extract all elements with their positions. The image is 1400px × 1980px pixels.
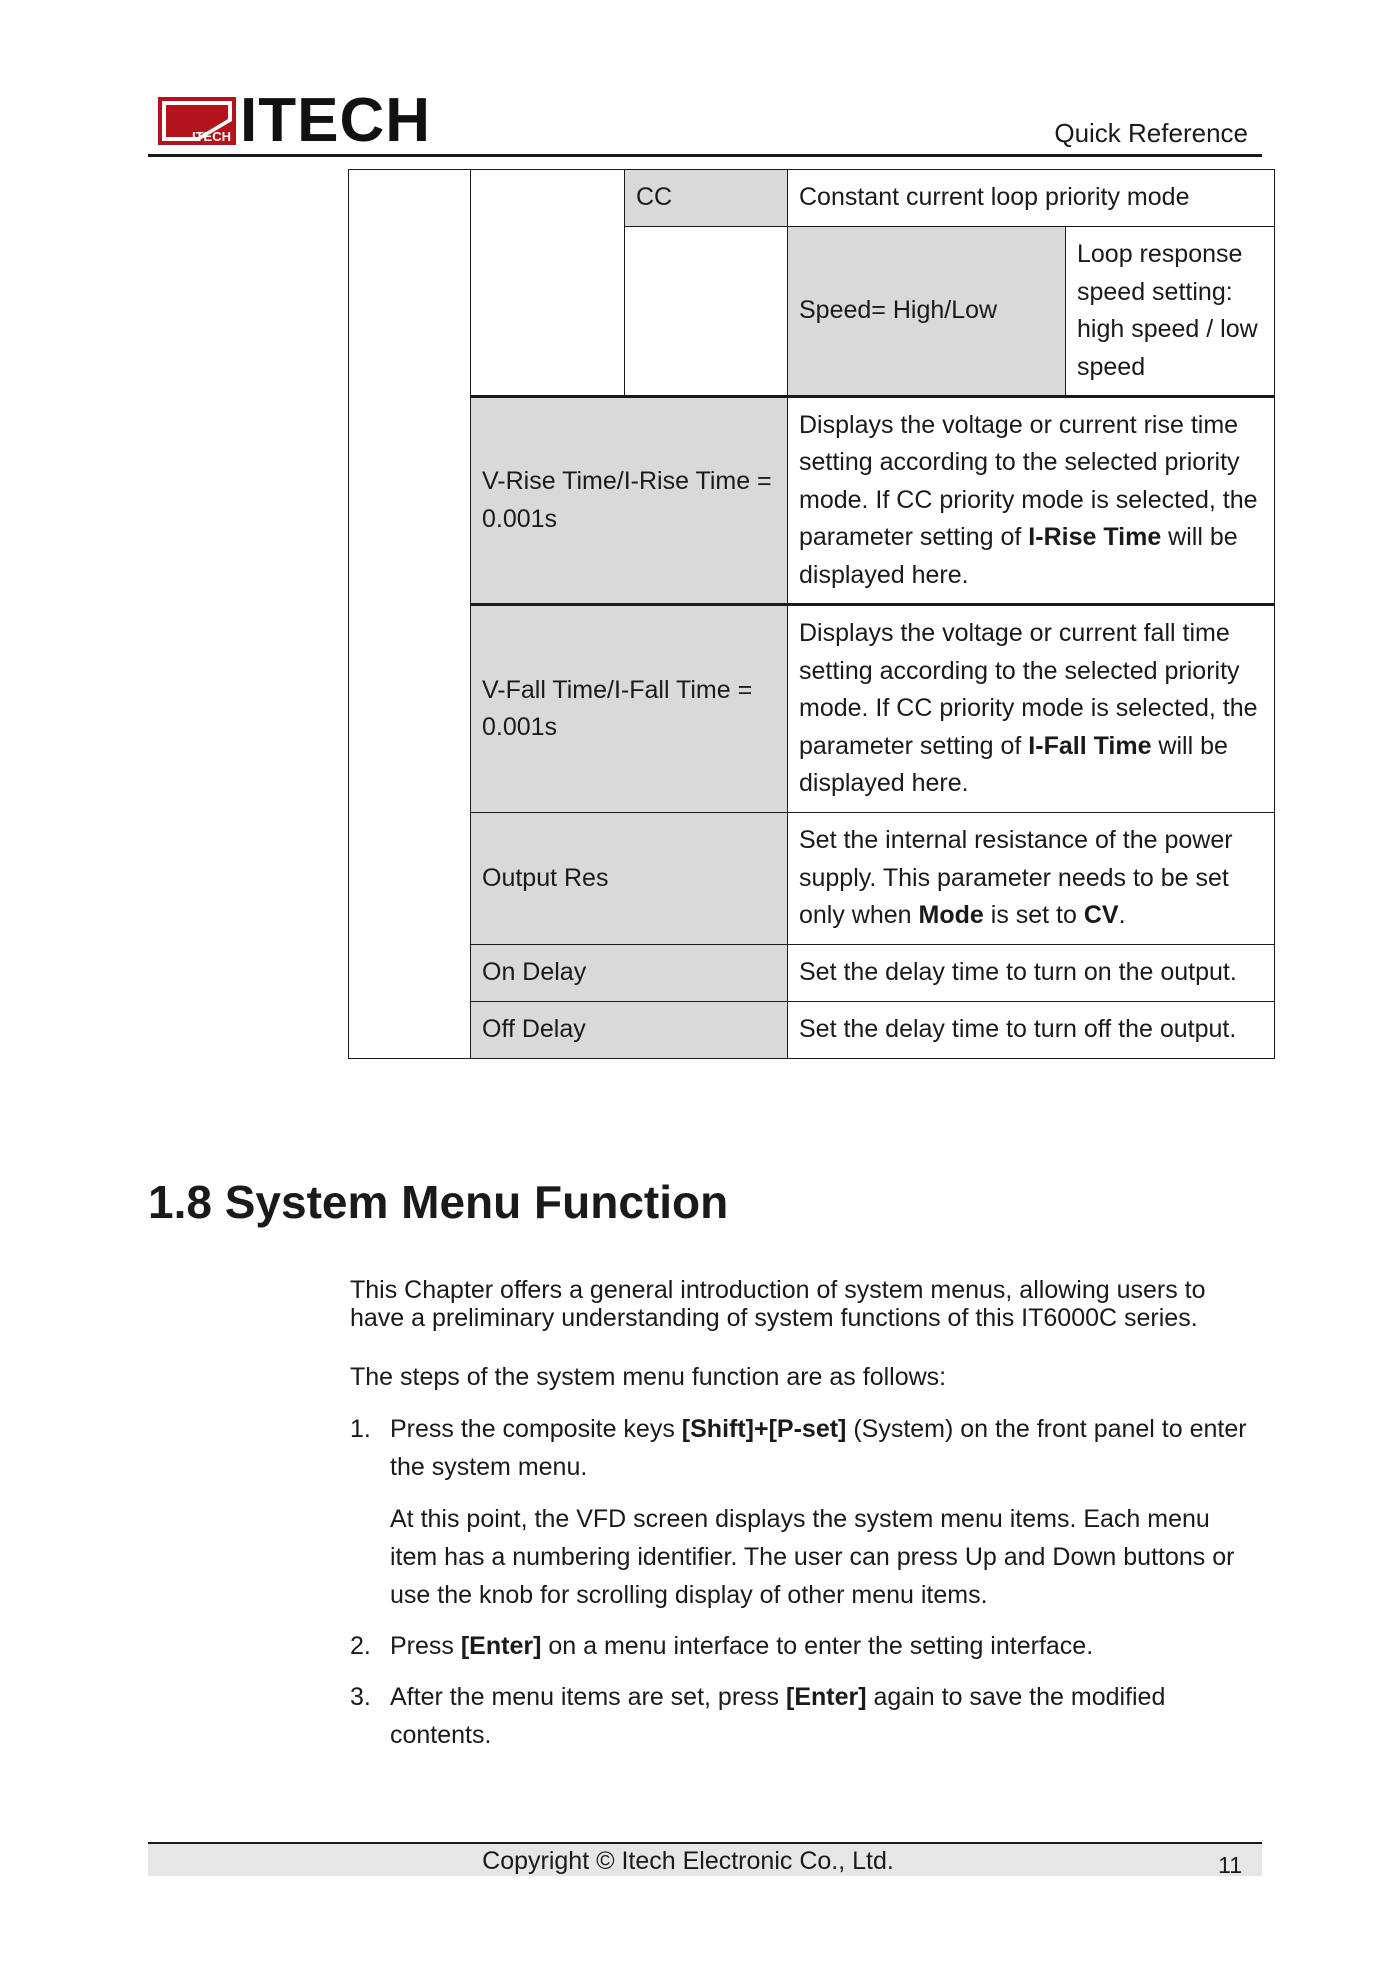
table-row-fall xyxy=(349,605,1275,813)
page-number: 11 xyxy=(1218,1852,1242,1878)
output-res-label-cell: Output Res xyxy=(471,813,788,945)
section-title: 1.8 System Menu Function xyxy=(148,1176,729,1228)
rise-desc-cell: Displays the voltage or current rise time setting according to the selected priority mode. If CC priority mode is selected, the parameter setting of I-Rise Time will be displayed here. xyxy=(788,397,1275,605)
footer-copyright: Copyright © Itech Electronic Co., Ltd. xyxy=(482,1847,894,1875)
table-row-rise xyxy=(349,397,1275,605)
itech-logo xyxy=(158,86,431,155)
output-res-desc-cell: Set the internal resistance of the power supply. This parameter needs to be set only when Mode is set to CV. xyxy=(788,813,1275,945)
fall-label-cell: V-Fall Time/I-Fall Time = 0.001s xyxy=(471,605,788,813)
table-blank-cell xyxy=(349,170,471,1059)
header-divider xyxy=(148,154,1262,157)
parameter-table xyxy=(348,169,1275,1059)
cc-label-cell: CC xyxy=(625,170,788,227)
list-item: 2. Press [Enter] on a menu interface to enter the setting interface. xyxy=(350,1627,1262,1665)
table-row-output-res xyxy=(349,813,1275,945)
steps-list xyxy=(350,1410,1262,1767)
logo-text: ITECH xyxy=(240,86,431,155)
table-row-off-delay xyxy=(349,1002,1275,1059)
off-delay-label-cell: Off Delay xyxy=(471,1002,788,1059)
step-note: At this point, the VFD screen displays the system menu items. Each menu item has a numbering identifier. The user can press Up and Down buttons or use the knob for scrolling display of other menu items. xyxy=(390,1505,1235,1609)
speed-label-cell: Speed= High/Low xyxy=(788,227,1066,397)
steps-intro: The steps of the system menu function are as follows: xyxy=(350,1363,947,1391)
table-row-cc xyxy=(349,170,1275,227)
itech-logo-mark-icon xyxy=(158,97,236,145)
step-number: 2. xyxy=(350,1632,371,1660)
rise-label-cell: V-Rise Time/I-Rise Time = 0.001s xyxy=(471,397,788,605)
on-delay-desc-cell: Set the delay time to turn on the output. xyxy=(788,945,1275,1002)
table-row-on-delay xyxy=(349,945,1275,1002)
table-blank-cell xyxy=(471,170,625,397)
list-item: 1. Press the composite keys [Shift]+[P-set] (System) on the front panel to enter the system menu. At this point, the VFD screen displays the system menu items. Each menu item has a numbering identifier. The user can press Up and Down buttons or use the knob for scrolling display of other menu items. xyxy=(350,1410,1262,1614)
step-number: 3. xyxy=(350,1683,371,1711)
on-delay-label-cell: On Delay xyxy=(471,945,788,1002)
table-blank-cell xyxy=(625,227,788,397)
svg-text:ITECH: ITECH xyxy=(192,129,231,144)
cc-desc-cell: Constant current loop priority mode xyxy=(788,170,1275,227)
intro-paragraph: This Chapter offers a general introduction of system menus, allowing users to have a preliminary understanding of system functions of this IT6000C series. xyxy=(350,1276,1206,1332)
header-section-label: Quick Reference xyxy=(1054,118,1248,148)
fall-desc-cell: Displays the voltage or current fall time setting according to the selected priority mode. If CC priority mode is selected, the parameter setting of I-Fall Time will be displayed here. xyxy=(788,605,1275,813)
step-number: 1. xyxy=(350,1415,371,1443)
off-delay-desc-cell: Set the delay time to turn off the output. xyxy=(788,1002,1275,1059)
speed-desc-cell: Loop response speed setting: high speed / low speed xyxy=(1066,227,1275,397)
list-item: 3. After the menu items are set, press [Enter] again to save the modified contents. xyxy=(350,1678,1262,1754)
